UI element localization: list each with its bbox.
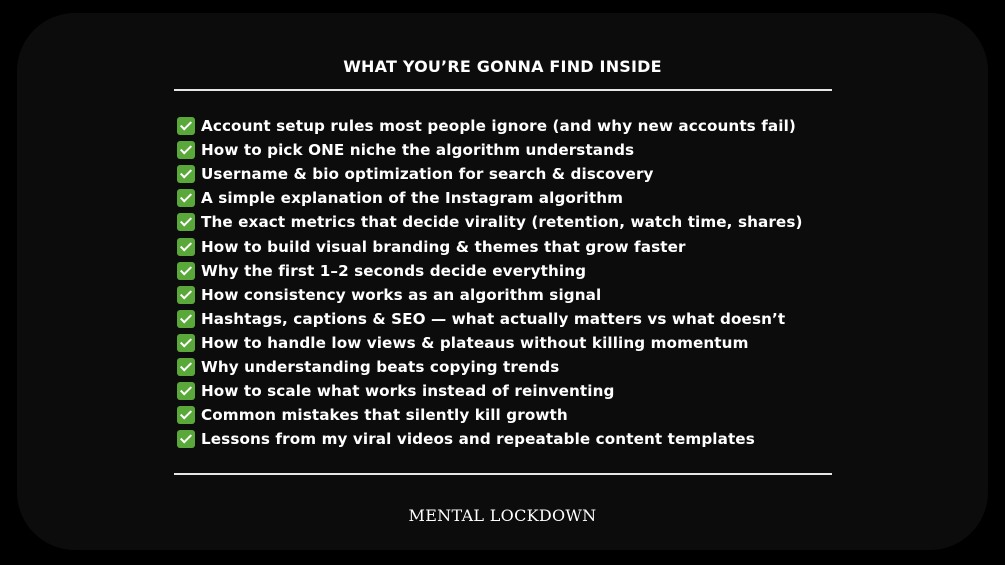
list-item xyxy=(177,210,803,234)
feature-list xyxy=(177,114,803,451)
check-mark-icon xyxy=(177,286,195,304)
list-item-text: Account setup rules most people ignore (and why new accounts fail) xyxy=(201,117,796,136)
brand-name: MENTAL LOCKDOWN xyxy=(408,506,597,525)
check-mark-icon xyxy=(177,358,195,376)
list-item-text: How to scale what works instead of reinventing xyxy=(201,382,615,401)
list-item-text: Lessons from my viral videos and repeatable content templates xyxy=(201,430,755,449)
bottom-divider xyxy=(174,473,832,475)
list-item xyxy=(177,138,803,162)
check-mark-icon xyxy=(177,117,195,135)
page-title: WHAT YOU’RE GONNA FIND INSIDE xyxy=(343,57,662,76)
list-item-text: Why understanding beats copying trends xyxy=(201,357,560,376)
check-mark-icon xyxy=(177,262,195,280)
list-item xyxy=(177,379,803,403)
list-item xyxy=(177,307,803,331)
check-mark-icon xyxy=(177,238,195,256)
list-item xyxy=(177,186,803,210)
list-item xyxy=(177,355,803,379)
list-item-text: The exact metrics that decide virality (retention, watch time, shares) xyxy=(201,213,803,232)
list-item xyxy=(177,403,803,427)
list-item-text: A simple explanation of the Instagram algorithm xyxy=(201,189,624,208)
check-mark-icon xyxy=(177,382,195,400)
list-item-text: How to build visual branding & themes that grow faster xyxy=(201,237,686,256)
list-item-text: Username & bio optimization for search & discovery xyxy=(201,165,654,184)
check-mark-icon xyxy=(177,406,195,424)
list-item xyxy=(177,283,803,307)
check-mark-icon xyxy=(177,165,195,183)
check-mark-icon xyxy=(177,334,195,352)
check-mark-icon xyxy=(177,213,195,231)
list-item-text: How consistency works as an algorithm signal xyxy=(201,285,602,304)
list-item-text: How to pick ONE niche the algorithm understands xyxy=(201,141,635,160)
list-item xyxy=(177,162,803,186)
list-item-text: Common mistakes that silently kill growth xyxy=(201,406,568,425)
list-item xyxy=(177,427,803,451)
list-item xyxy=(177,331,803,355)
check-mark-icon xyxy=(177,310,195,328)
list-item-text: How to handle low views & plateaus without killing momentum xyxy=(201,333,749,352)
list-item-text: Hashtags, captions & SEO — what actually matters vs what doesn’t xyxy=(201,309,786,328)
top-divider xyxy=(174,89,832,91)
list-item-text: Why the first 1–2 seconds decide everything xyxy=(201,261,587,280)
list-item xyxy=(177,114,803,138)
check-mark-icon xyxy=(177,189,195,207)
list-item xyxy=(177,259,803,283)
check-mark-icon xyxy=(177,141,195,159)
check-mark-icon xyxy=(177,430,195,448)
list-item xyxy=(177,234,803,258)
